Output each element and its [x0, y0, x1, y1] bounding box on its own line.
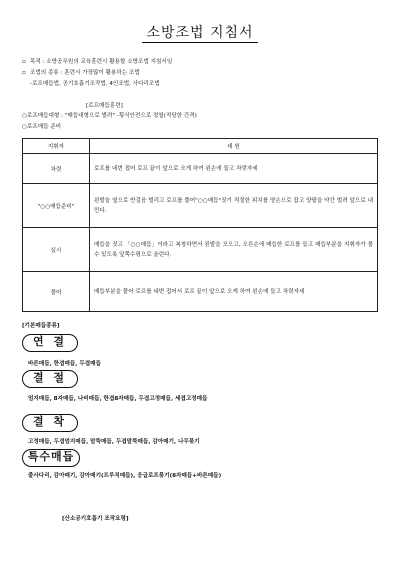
table-row [23, 272, 378, 312]
table-cell-command: "○○매듭준비" [23, 184, 90, 228]
knot-group-items: 줄사다리, 감아매기, 감아매기(프루직매듭), 응급로프묶기(8자매듭+바른매듭) [28, 473, 222, 479]
document-title: 소방조법 지침서 [0, 22, 400, 42]
table-header-commander: 지휘자 [23, 139, 90, 154]
knot-group-label: 연 결 [22, 334, 78, 352]
footer-heading: [산소공기호흡기 조작요령] [62, 516, 129, 522]
section-item: ○로프매듭대형 : "매듭대형으로 벌려" -횡식안전으로 정열(적당한 간격) [22, 113, 197, 119]
knot-section-title: [기본매듭종류] [22, 323, 60, 329]
knot-group-items: 엄지매듭, 8자매듭, 나비매듭, 한겹8자매듭, 두겹고정매듭, 세겹고정매듭 [28, 396, 208, 402]
knot-group-label: 결 착 [22, 414, 78, 432]
square-bullet-icon: ▫ [22, 59, 26, 65]
knot-group-items: 고정매듭, 두겹엄지매듭, 말뚝매듭, 두겹말뚝매듭, 감아매기, 나무묶기 [28, 439, 200, 445]
drill-table [22, 138, 378, 312]
table-row [23, 154, 378, 184]
table-cell-command: 차렷 [23, 154, 90, 184]
table-cell-action: 왼발을 옆으로 반걸음 벌리고 로프를 풀어"○○매듭"짓기 적절한 위치를 양손으로 잡고 양팔을 약간 벌려 앞으로 내민다. [90, 184, 378, 228]
table-header-members: 대 원 [90, 139, 378, 154]
table-cell-action: 매듭부분을 풀어 로프를 네번 접어서 로프 끝이 앞으로 오게 하여 왼손에 들고 차렷자세 [90, 272, 378, 312]
table-cell-command: 풀어 [23, 272, 90, 312]
knot-group-label: 결 절 [22, 370, 78, 388]
circle-bullet-icon: ○ [22, 124, 27, 130]
section-item: ○로프매듭 준비 [22, 124, 62, 130]
circle-bullet-icon: ○ [22, 113, 27, 119]
table-cell-action: 로프를 네번 접어 로프 끝이 앞으로 오게 하여 왼손에 들고 차렷자세 [90, 154, 378, 184]
intro-purpose: ▫ 목적 : 소방공무원의 교육훈련시 활용할 소방조법 지침서임 [22, 59, 173, 65]
table-cell-action: 매듭을 짓고 「○○매듭」이라고 복창하면서 왼발을 모으고, 오른손에 매듭한 로프를 들고 매듭부분을 지휘자가 볼 수 있도록 앞쪽수평으로 올린다. [90, 228, 378, 272]
table-cell-command: 실시 [23, 228, 90, 272]
table-header-row [23, 139, 378, 154]
table-row [23, 184, 378, 228]
knot-group-label: 특수매듭 [22, 449, 80, 467]
knot-group-items: 바른매듭, 한겹매듭, 두겹매듭 [28, 361, 101, 367]
square-bullet-icon: ▫ [22, 70, 26, 76]
table-row [23, 228, 378, 272]
intro-types-detail: -로프매듭법, 공기호흡기조작법, 4인조법, 사다리조법 [30, 81, 160, 87]
intro-types: ▫ 조법의 종류 : 훈련시 가장많이 활용하는 조법 [22, 70, 140, 76]
section-title: [로프매듭훈련] [86, 103, 123, 109]
